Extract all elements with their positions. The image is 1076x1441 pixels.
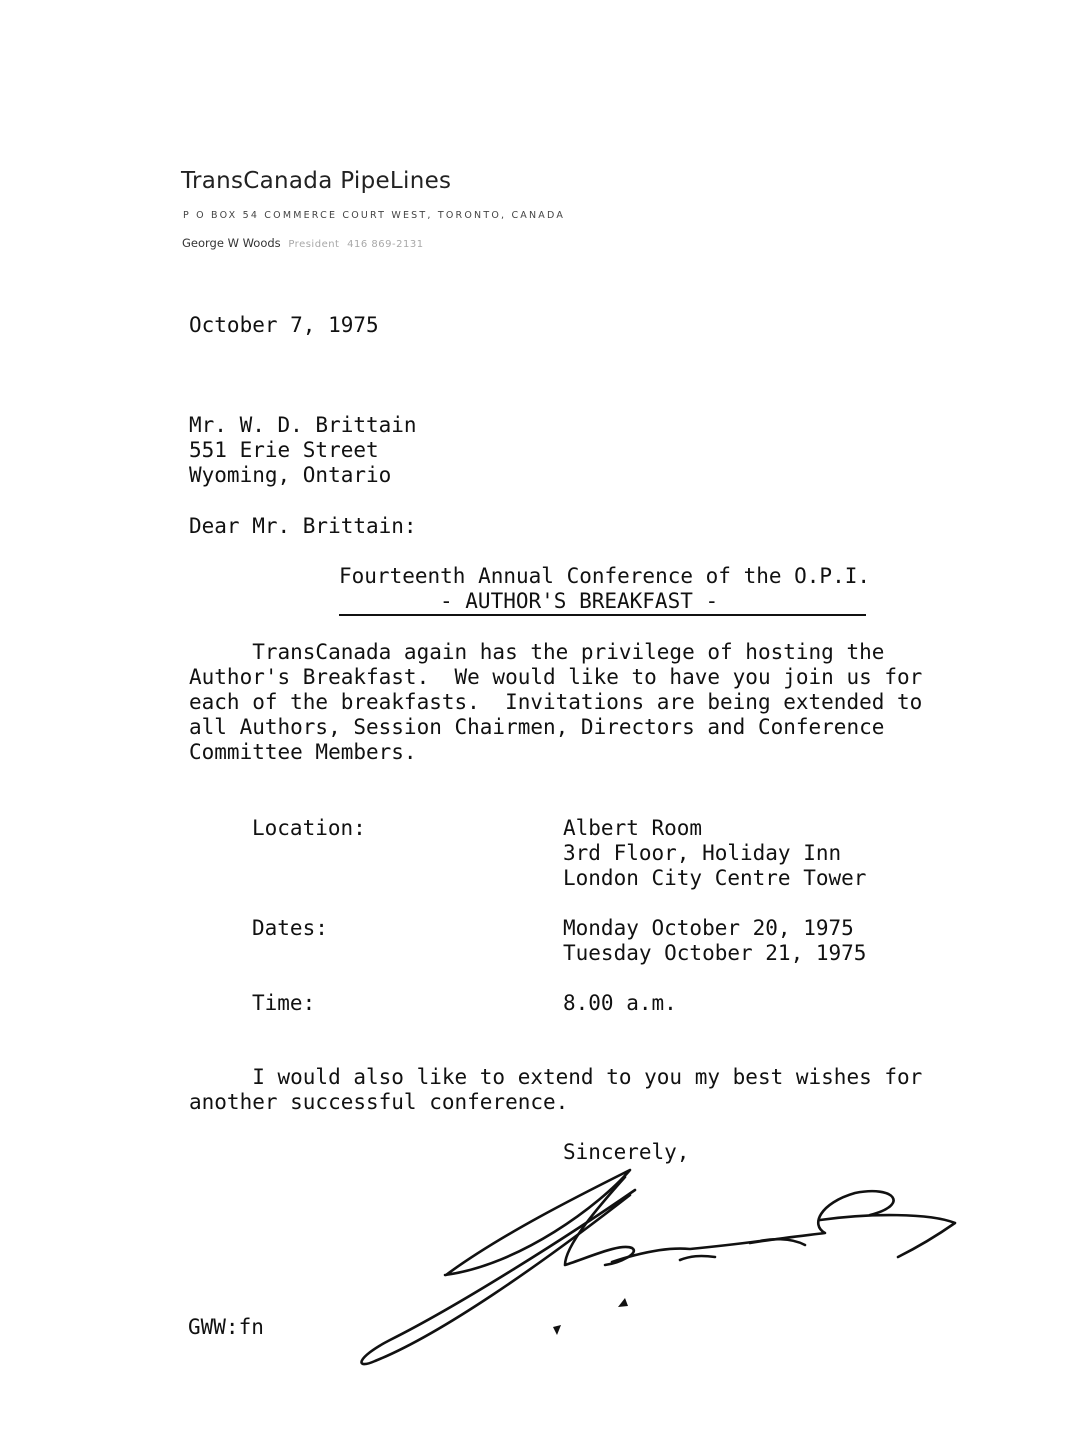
letter-date: October 7, 1975 (189, 313, 379, 337)
body-line: all Authors, Session Chairmen, Directors and Conference (189, 715, 885, 739)
executive-name: George W Woods (182, 236, 281, 250)
body-paragraph-1 (189, 640, 922, 765)
letterhead-company-name: TransCanada PipeLines (181, 168, 452, 194)
body-line: each of the breakfasts. Invitations are being extended to (189, 690, 923, 714)
date-line: Tuesday October 21, 1975 (563, 941, 867, 965)
subject-line-2 (339, 589, 866, 616)
closing: Sincerely, (563, 1140, 690, 1164)
recipient-address (189, 413, 417, 488)
location-line: 3rd Floor, Holiday Inn (563, 841, 842, 865)
salutation: Dear Mr. Brittain: (189, 514, 417, 538)
time-label: Time: (252, 991, 316, 1015)
recipient-line: 551 Erie Street (189, 438, 379, 462)
typist-initials: GWW:fn (188, 1315, 264, 1339)
location-line: Albert Room (563, 816, 703, 840)
body-line: Author's Breakfast. We would like to have you join us for (189, 665, 923, 689)
body-line: another successful conference. (189, 1090, 569, 1114)
handwritten-signature (350, 1165, 970, 1370)
location-label: Location: (252, 816, 366, 840)
location-value (563, 816, 866, 891)
executive-title: President (288, 239, 340, 250)
executive-phone: 416 869-2131 (347, 239, 424, 250)
body-line: Committee Members. (189, 740, 417, 764)
recipient-line: Wyoming, Ontario (189, 463, 392, 487)
dates-label: Dates: (252, 916, 328, 940)
body-paragraph-2 (189, 1065, 922, 1115)
recipient-line: Mr. W. D. Brittain (189, 413, 417, 437)
dates-value (563, 916, 866, 966)
time-value: 8.00 a.m. (563, 991, 677, 1015)
subject-line-2-text: - AUTHOR'S BREAKFAST - (440, 589, 719, 613)
subject-line-1: Fourteenth Annual Conference of the O.P.I. (339, 564, 871, 588)
body-line: I would also like to extend to you my best wishes for (189, 1065, 923, 1089)
body-line: TransCanada again has the privilege of hosting the (189, 640, 885, 664)
letterhead-executive (182, 236, 424, 250)
location-line: London City Centre Tower (563, 866, 867, 890)
date-line: Monday October 20, 1975 (563, 916, 854, 940)
letterhead-address: P O BOX 54 COMMERCE COURT WEST, TORONTO, CANADA (183, 210, 566, 221)
